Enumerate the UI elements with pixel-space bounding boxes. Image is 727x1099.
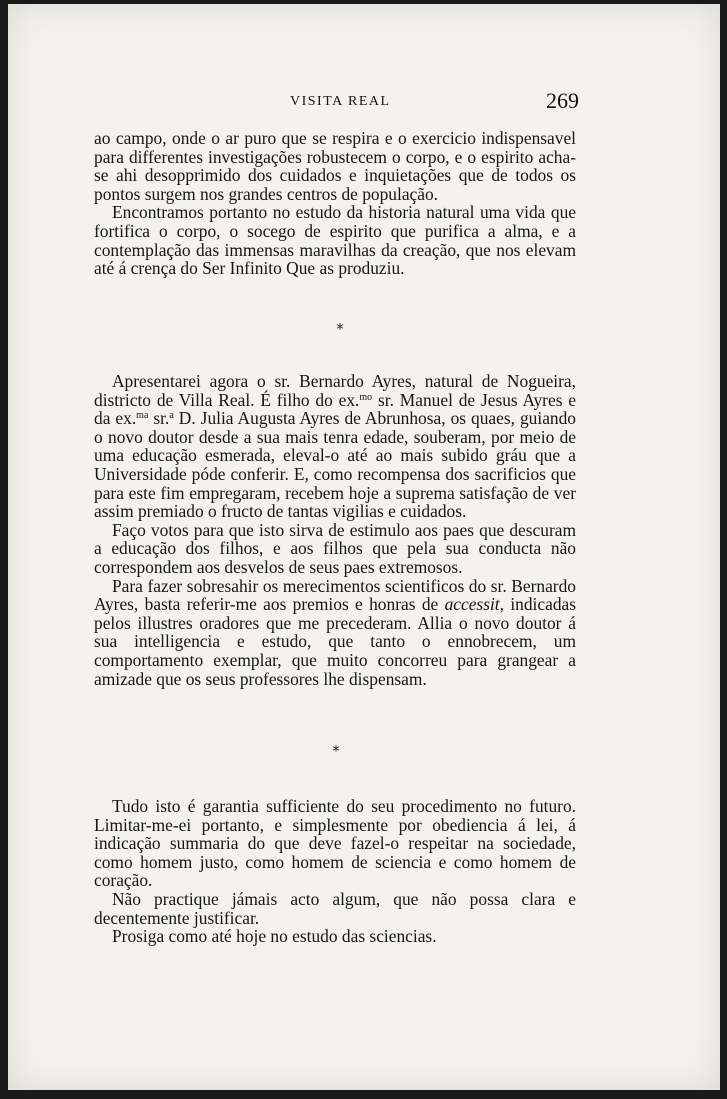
paragraph: Apresentarei agora o sr. Bernardo Ayres, natural de Nogueira, districto de Villa Real. É filho do ex.$^{mo}$ sr. Manuel de Jesus Ayres e da ex.$^{ma}$ sr.$^a$ D. Julia Augusta Ayres de Abrunhosa, os quaes, guiando o novo doutor desde a sua mais tenra edade, souberam, por meio de uma educação esmerada, eleval-o até ao mais subido gráu que a Universidade póde conferir. E, como recompensa dos sacrificios que para este fim empregaram, recebem hoje a suprema satisfação de ver assim premiado o fructo de tantas vigilias e cuidados.	[94, 371, 577, 522]
paragraph: Prosiga como até hoje no estudo das sciencias.	[112, 926, 437, 947]
book-page	[8, 4, 720, 1090]
section-separator: *	[332, 742, 340, 760]
paragraph: Tudo isto é garantia sufficiente do seu procedimento no futuro. Limitar-me-ei portanto, e simplesmente por obediencia á lei, á indicação summaria do que deve fazel-o respeitar na sociedade, como homem justo, como homem de sciencia e como homem de coração.	[94, 796, 576, 891]
paragraph: Para fazer sobresahir os merecimentos scientificos do sr. Bernardo Ayres, basta referir-me aos premios e honras de accessit, indicadas pelos illustres oradores que me precederam. Allia o novo doutor á sua intelligencia e estudo, que tanto o ennobrecem, um comportamento exemplar, que muito concorreu para grangear a amizade que os seus professores lhe dispensam.	[94, 575, 576, 689]
running-head	[8, 88, 720, 118]
paragraph: Encontramos portanto no estudo da historia natural uma vida que fortifica o corpo, o socego de espirito que purifica a alma, e a contemplação das immensas maravilhas da creação, que nos elevam até á crença do Ser Infinito Que as produziu.	[94, 202, 576, 279]
section-separator: *	[336, 320, 344, 338]
section-natural-history	[94, 129, 576, 278]
paragraph: ao campo, onde o ar puro que se respira e o exercicio indispensavel para differentes investigações robustecem o corpo, e o espirito acha-se ahi desopprimido dos cuidados e inquietações que de todos os pontos surgem nos grandes centros de população.	[94, 128, 576, 204]
section-bernardo-ayres	[94, 372, 576, 688]
paragraph: Não practique jámais acto algum, que não possa clara e decentemente justificar.	[94, 888, 576, 928]
section-future	[94, 797, 576, 946]
paragraph: Faço votos para que isto sirva de estimulo aos paes que descuram a educação dos filhos, e aos filhos que pela sua conducta não correspondem aos desvelos de seus paes extremosos.	[94, 519, 576, 577]
running-title: VISITA REAL	[290, 94, 391, 109]
page-number: 269	[546, 88, 579, 113]
